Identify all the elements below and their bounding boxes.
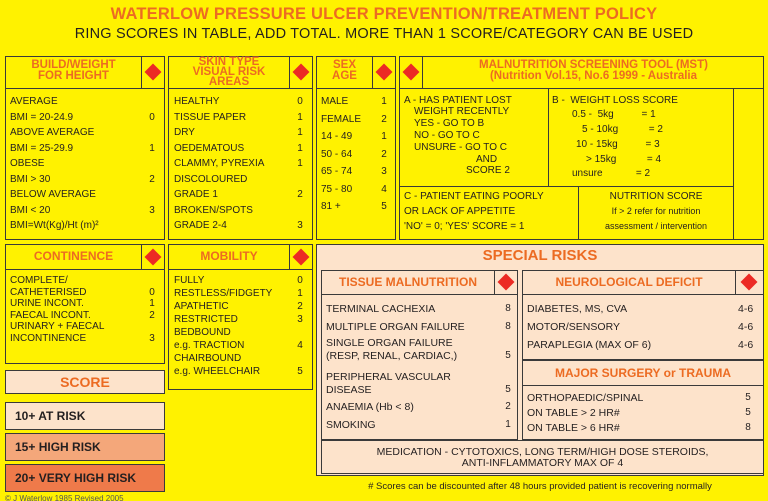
policy-subtitle: RING SCORES IN TABLE, ADD TOTAL. MORE THAN 1 SCORE/CATEGORY CAN BE USED [74,26,694,42]
skin-type-heading-3: AREAS [208,76,250,88]
major-surgery-row-score: 5 [745,407,751,418]
mst-b-line: 5 - 10kg = 2 [582,124,663,135]
mobility-row-score: 2 [297,301,303,312]
mst-a-line: WEIGHT RECENTLY [414,106,510,117]
major-surgery-row-score: 8 [745,422,751,433]
mobility-heading: MOBILITY [200,249,258,263]
build-weight-row-score: 3 [149,204,155,216]
mobility-row-label: RESTLESS/FIDGETY [174,288,273,299]
mobility-row-label: CHAIRBOUND [174,353,242,364]
sex-age-row-label: 65 - 74 [321,166,353,177]
build-weight-row-label: AVERAGE [10,96,58,107]
neurological-deficit-row-label: DIABETES, MS, CVA [527,303,628,315]
build-weight-row-label: BMI > 30 [10,173,51,185]
continence-row-label: COMPLETE/ [10,275,68,286]
mobility-row-label: e.g. WHEELCHAIR [174,366,261,377]
mst-b-line: B - WEIGHT LOSS SCORE [552,95,678,106]
skin-type-row-score: 3 [297,220,303,231]
major-surgery-row-label: ON TABLE > 2 HR# [527,407,620,419]
continence-row-label: INCONTINENCE [10,332,87,344]
mobility-row-label: BEDBOUND [174,327,231,338]
mobility-row-score: 4 [297,340,303,351]
policy-title: WATERLOW PRESSURE ULCER PREVENTION/TREATMENT POLICY [110,5,658,23]
mst-a-line: NO - GO TO C [414,130,480,141]
mobility-row-label: RESTRICTED [174,314,238,325]
tissue-malnutrition-row-label: SINGLE ORGAN FAILURE [326,337,453,349]
build-weight-heading-2: FOR HEIGHT [38,70,109,82]
sex-age-row-score: 5 [381,201,387,212]
sex-age-row-label: 81 + [321,201,341,212]
skin-type-row-score: 1 [297,158,303,169]
mst-c-line: OR LACK OF APPETITE [404,206,516,217]
mst-n-line: assessment / intervention [604,221,708,231]
build-weight-row-score: 2 [149,173,155,185]
tissue-malnutrition-row-label: SMOKING [326,419,376,431]
build-weight-heading-1: BUILD/WEIGHT [31,59,116,71]
skin-type-heading-2: VISUAL RISK [192,66,266,78]
neurological-deficit-heading: NEUROLOGICAL DEFICIT [555,275,703,289]
major-surgery-row-label: ON TABLE > 6 HR# [527,422,620,434]
build-weight-row-label: OBESE [10,158,45,169]
mst-a-line: UNSURE - GO TO C [414,142,507,153]
neurological-deficit-row-label: MOTOR/SENSORY [527,321,620,333]
continence-row-score: 1 [149,298,155,309]
neurological-deficit-row-score: 4-6 [738,321,754,333]
skin-type-row-score: 1 [297,142,303,154]
tissue-malnutrition-row-score: 5 [505,350,511,361]
tissue-malnutrition-row-label: MULTIPLE ORGAN FAILURE [326,321,465,333]
mst-b-line: 10 - 15kg = 3 [576,139,660,150]
continence-row-label: CATHETERISED [10,286,87,298]
copyright: © J Waterlow 1985 Revised 2005 [5,494,124,501]
build-weight-row-label: ABOVE AVERAGE [10,127,95,138]
score-high-risk-label: 15+ HIGH RISK [15,440,101,454]
continence-heading: CONTINENCE [33,249,114,263]
mst-a-line: AND [476,154,498,165]
skin-type-row-label: TISSUE PAPER [174,111,247,123]
special-risks-heading: SPECIAL RISKS [482,247,598,264]
mst-a-line: A - HAS PATIENT LOST [404,95,512,106]
score-header [5,370,165,394]
score-heading: SCORE [60,374,110,390]
sex-age-row-score: 2 [381,148,387,160]
mobility-row-score: 5 [297,366,303,377]
mst-c-line: C - PATIENT EATING POORLY [404,191,544,202]
skin-type-row-score: 2 [297,189,303,200]
mst-heading-1: MALNUTRITION SCREENING TOOL (MST) [479,59,708,71]
continence-row-label: FAECAL INCONT. [10,309,91,321]
neurological-deficit-row-label: PARAPLEGIA (MAX OF 6) [527,339,652,351]
skin-type-row-score: 1 [297,111,303,123]
skin-type-row-label: GRADE 1 [174,189,218,200]
mobility-row-score: 3 [297,314,303,325]
score-high-risk [5,433,165,461]
continence-row-label: URINE INCONT. [10,298,84,309]
continence-row-score: 2 [149,309,155,321]
tissue-malnutrition-row-score: 8 [505,303,511,314]
continence-row-score: 3 [149,332,155,344]
sex-age-row-label: 50 - 64 [321,148,353,160]
continence-row-label: URINARY + FAECAL [10,321,105,332]
medication-line-2: ANTI-INFLAMMATORY MAX OF 4 [461,457,624,469]
mst-n-line: NUTRITION SCORE [609,191,703,202]
tissue-malnutrition-row-label: (RESP, RENAL, CARDIAC,) [326,350,458,362]
sex-age-row-score: 2 [381,113,387,125]
mst-c-line: 'NO' = 0; 'YES' SCORE = 1 [404,221,525,232]
tissue-malnutrition-row-score: 5 [505,384,511,395]
sex-age-row-score: 4 [381,183,387,195]
tissue-malnutrition-row-label: TERMINAL CACHEXIA [326,303,436,315]
mobility-row-label: APATHETIC [174,301,229,312]
sex-age-row-score: 3 [381,166,387,177]
mobility-row-label: FULLY [174,275,205,286]
skin-type-row-label: GRADE 2-4 [174,220,227,231]
mst-n-line: If > 2 refer for nutrition [611,206,701,216]
sex-age-row-label: MALE [321,96,349,107]
mst-heading-2: (Nutrition Vol.15, No.6 1999 - Australia [489,70,698,82]
skin-type-heading-1: SKIN TYPE [198,56,260,68]
build-weight-row-label: BMI = 20-24.9 [10,111,74,123]
build-weight-row-label: BMI = 25-29.9 [10,142,74,154]
skin-type-row-label: CLAMMY, PYREXIA [174,158,265,169]
mst-a-line: YES - GO TO B [414,118,485,129]
mst-b-line: unsure = 2 [572,168,651,179]
skin-type-row-label: OEDEMATOUS [174,142,245,154]
skin-type-row-score: 1 [297,127,303,138]
tissue-malnutrition-row-score: 8 [505,321,511,332]
mobility-row-score: 1 [297,288,303,299]
skin-type-row-label: BROKEN/SPOTS [174,204,253,216]
skin-type-row-label: HEALTHY [174,96,220,107]
build-weight-row-score: 0 [149,111,155,123]
sex-age-row-score: 1 [381,131,387,142]
score-at-risk-label: 10+ AT RISK [15,409,86,423]
neurological-deficit-row-score: 4-6 [738,339,754,351]
tissue-malnutrition-row-label: ANAEMIA (Hb < 8) [326,401,414,413]
sex-age-row-label: 14 - 49 [321,131,353,142]
build-weight-row-label: BELOW AVERAGE [10,189,96,200]
footnote: # Scores can be discounted after 48 hours provided patient is recovering normally [368,481,712,492]
mobility-row-label: e.g. TRACTION [174,340,245,351]
mobility-row-score: 0 [297,275,303,286]
continence-row-score: 0 [149,286,155,298]
sex-age-row-score: 1 [381,96,387,107]
major-surgery-row-label: ORTHOPAEDIC/SPINAL [527,392,644,404]
score-very-high-risk-label: 20+ VERY HIGH RISK [15,471,137,485]
score-very-high-risk [5,464,165,492]
build-weight-row-label: BMI=Wt(Kg)/Ht (m)² [10,220,99,231]
mst-b-line: > 15kg = 4 [586,154,662,165]
skin-type-row-score: 0 [297,96,303,107]
tissue-malnutrition-row-score: 2 [505,401,511,412]
score-at-risk [5,402,165,430]
build-weight-row-label: BMI < 20 [10,204,51,216]
mst-b-line: 0.5 - 5kg = 1 [572,109,656,120]
build-weight-row-score: 1 [149,142,155,154]
medication-line-1: MEDICATION - CYTOTOXICS, LONG TERM/HIGH DOSE STEROIDS, [376,446,709,458]
tissue-malnutrition-heading: TISSUE MALNUTRITION [339,275,477,289]
sex-heading: SEX [332,59,356,71]
neurological-deficit-row-score: 4-6 [738,303,754,315]
sex-age-row-label: FEMALE [321,113,362,125]
mst-a-line: SCORE 2 [466,165,510,176]
tissue-malnutrition-row-label: PERIPHERAL VASCULAR [326,371,451,383]
tissue-malnutrition-row-score: 1 [505,419,511,430]
tissue-malnutrition-row-label: DISEASE [326,384,372,396]
sex-age-row-label: 75 - 80 [321,183,353,195]
major-surgery-heading: MAJOR SURGERY or TRAUMA [554,366,731,380]
major-surgery-row-score: 5 [745,392,751,403]
age-heading: AGE [332,70,357,82]
skin-type-row-label: DISCOLOURED [174,173,248,185]
skin-type-row-label: DRY [174,127,195,138]
